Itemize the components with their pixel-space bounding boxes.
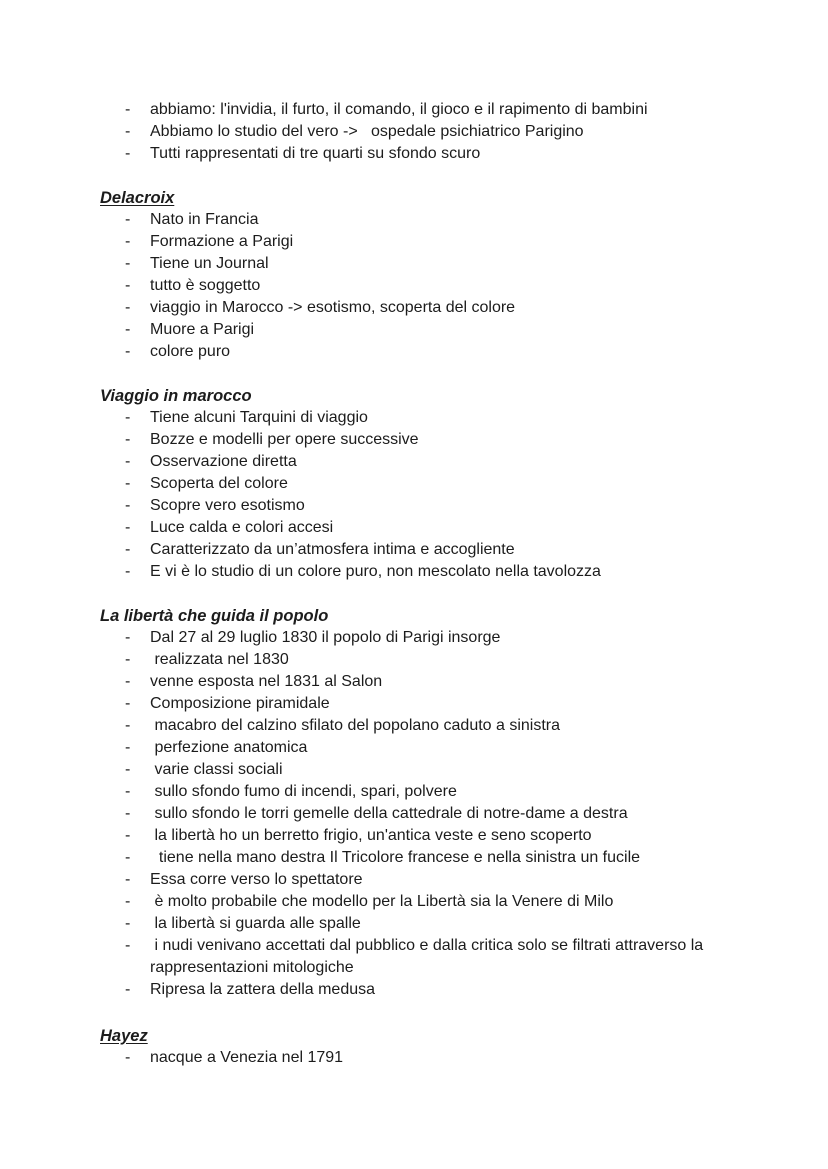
bullet-dash: - bbox=[125, 849, 131, 866]
list-item bbox=[0, 671, 828, 693]
list-item-text: Nato in Francia bbox=[150, 211, 259, 228]
list-item bbox=[0, 737, 828, 759]
list-item bbox=[0, 429, 828, 451]
bullet-dash: - bbox=[125, 101, 131, 118]
bullet-dash: - bbox=[125, 827, 131, 844]
list-item-text: perfezione anatomica bbox=[150, 739, 308, 756]
bullet-dash: - bbox=[125, 343, 131, 360]
section-heading: Hayez bbox=[100, 1027, 148, 1045]
list-item-text: E vi è lo studio di un colore puro, non mescolato nella tavolozza bbox=[150, 563, 601, 580]
bullet-dash: - bbox=[125, 277, 131, 294]
bullet-dash: - bbox=[125, 673, 131, 690]
bullet-dash: - bbox=[125, 321, 131, 338]
bullet-dash: - bbox=[125, 299, 131, 316]
list-item-text: varie classi sociali bbox=[150, 761, 283, 778]
list-item bbox=[0, 495, 828, 517]
bullet-dash: - bbox=[125, 123, 131, 140]
bullet-dash: - bbox=[125, 651, 131, 668]
list-item bbox=[0, 1047, 828, 1069]
bullet-dash: - bbox=[125, 211, 131, 228]
list-item bbox=[0, 297, 828, 319]
list-item bbox=[0, 121, 828, 143]
intro-list bbox=[0, 99, 828, 165]
list-item bbox=[0, 275, 828, 297]
bullet-dash: - bbox=[125, 453, 131, 470]
bullet-dash: - bbox=[125, 629, 131, 646]
section-heading: Viaggio in marocco bbox=[100, 387, 252, 405]
list-item-text: Bozze e modelli per opere successive bbox=[150, 431, 419, 448]
list-item-text: Dal 27 al 29 luglio 1830 il popolo di Parigi insorge bbox=[150, 629, 501, 646]
liberta-list bbox=[0, 627, 828, 1001]
list-item-text: Formazione a Parigi bbox=[150, 233, 294, 250]
list-item-text: macabro del calzino sfilato del popolano caduto a sinistra bbox=[150, 717, 561, 734]
list-item bbox=[0, 231, 828, 253]
bullet-dash: - bbox=[125, 761, 131, 778]
list-item-text: Tiene alcuni Tarquini di viaggio bbox=[150, 409, 368, 426]
list-item-text: tutto è soggetto bbox=[150, 277, 261, 294]
list-item-text: abbiamo: l'invidia, il furto, il comando, il gioco e il rapimento di bambini bbox=[150, 101, 648, 118]
list-item-text: Tiene un Journal bbox=[150, 255, 269, 272]
list-item bbox=[0, 759, 828, 781]
list-item bbox=[0, 649, 828, 671]
bullet-dash: - bbox=[125, 717, 131, 734]
list-item-text: nacque a Venezia nel 1791 bbox=[150, 1049, 344, 1066]
list-item bbox=[0, 451, 828, 473]
bullet-dash: - bbox=[125, 695, 131, 712]
bullet-dash: - bbox=[125, 431, 131, 448]
list-item bbox=[0, 99, 828, 121]
bullet-dash: - bbox=[125, 893, 131, 910]
list-item-text: Muore a Parigi bbox=[150, 321, 255, 338]
bullet-dash: - bbox=[125, 915, 131, 932]
bullet-dash: - bbox=[125, 563, 131, 580]
list-item bbox=[0, 781, 828, 803]
bullet-dash: - bbox=[125, 805, 131, 822]
list-item-text: Abbiamo lo studio del vero -> ospedale psichiatrico Parigino bbox=[150, 123, 584, 140]
list-item-text: sullo sfondo fumo di incendi, spari, polvere bbox=[150, 783, 457, 800]
list-item-text: viaggio in Marocco -> esotismo, scoperta del colore bbox=[150, 299, 516, 316]
list-item-text: Scopre vero esotismo bbox=[150, 497, 305, 514]
list-item-text: Luce calda e colori accesi bbox=[150, 519, 334, 536]
bullet-dash: - bbox=[125, 233, 131, 250]
bullet-dash: - bbox=[125, 409, 131, 426]
list-item bbox=[0, 715, 828, 737]
list-item-text: Caratterizzato da un’atmosfera intima e accogliente bbox=[150, 541, 515, 558]
list-item-text: Ripresa la zattera della medusa bbox=[150, 981, 376, 998]
list-item bbox=[0, 517, 828, 539]
bullet-dash: - bbox=[125, 871, 131, 888]
list-item-text: è molto probabile che modello per la Libertà sia la Venere di Milo bbox=[150, 893, 614, 910]
bullet-dash: - bbox=[125, 541, 131, 558]
list-item-text: sullo sfondo le torri gemelle della cattedrale di notre-dame a destra bbox=[150, 805, 628, 822]
list-item bbox=[0, 539, 828, 561]
list-item-text: venne esposta nel 1831 al Salon bbox=[150, 673, 383, 690]
list-item-text: Essa corre verso lo spettatore bbox=[150, 871, 363, 888]
list-item bbox=[0, 935, 828, 979]
list-item bbox=[0, 891, 828, 913]
bullet-dash: - bbox=[125, 981, 131, 998]
delacroix-list bbox=[0, 209, 828, 363]
list-item bbox=[0, 825, 828, 847]
bullet-dash: - bbox=[125, 783, 131, 800]
bullet-dash: - bbox=[125, 1049, 131, 1066]
bullet-dash: - bbox=[125, 937, 131, 954]
bullet-dash: - bbox=[125, 739, 131, 756]
list-item bbox=[0, 913, 828, 935]
list-item-text: Tutti rappresentati di tre quarti su sfondo scuro bbox=[150, 145, 481, 162]
list-item bbox=[0, 803, 828, 825]
list-item bbox=[0, 341, 828, 363]
list-item-text: realizzata nel 1830 bbox=[150, 651, 289, 668]
list-item-text: Composizione piramidale bbox=[150, 695, 330, 712]
list-item-text: colore puro bbox=[150, 343, 231, 360]
list-item bbox=[0, 561, 828, 583]
list-item bbox=[0, 979, 828, 1001]
list-item bbox=[0, 407, 828, 429]
list-item-text: la libertà ho un berretto frigio, un'antica veste e seno scoperto bbox=[150, 827, 592, 844]
list-item bbox=[0, 253, 828, 275]
list-item bbox=[0, 847, 828, 869]
list-item bbox=[0, 869, 828, 891]
bullet-dash: - bbox=[125, 145, 131, 162]
list-item bbox=[0, 209, 828, 231]
list-item-text: la libertà si guarda alle spalle bbox=[150, 915, 361, 932]
bullet-dash: - bbox=[125, 475, 131, 492]
list-item bbox=[0, 473, 828, 495]
hayez-list bbox=[0, 1047, 828, 1069]
section-heading: Delacroix bbox=[100, 189, 175, 207]
list-item bbox=[0, 319, 828, 341]
bullet-dash: - bbox=[125, 497, 131, 514]
list-item-text: tiene nella mano destra Il Tricolore francese e nella sinistra un fucile bbox=[150, 849, 641, 866]
list-item-text: i nudi venivano accettati dal pubblico e dalla critica solo se filtrati attraverso la rappresentazioni mitologiche bbox=[150, 937, 708, 976]
bullet-dash: - bbox=[125, 255, 131, 272]
section-heading: La libertà che guida il popolo bbox=[100, 607, 329, 625]
viaggio-list bbox=[0, 407, 828, 583]
bullet-dash: - bbox=[125, 519, 131, 536]
list-item-text: Osservazione diretta bbox=[150, 453, 297, 470]
list-item bbox=[0, 693, 828, 715]
list-item-text: Scoperta del colore bbox=[150, 475, 288, 492]
list-item bbox=[0, 143, 828, 165]
list-item bbox=[0, 627, 828, 649]
